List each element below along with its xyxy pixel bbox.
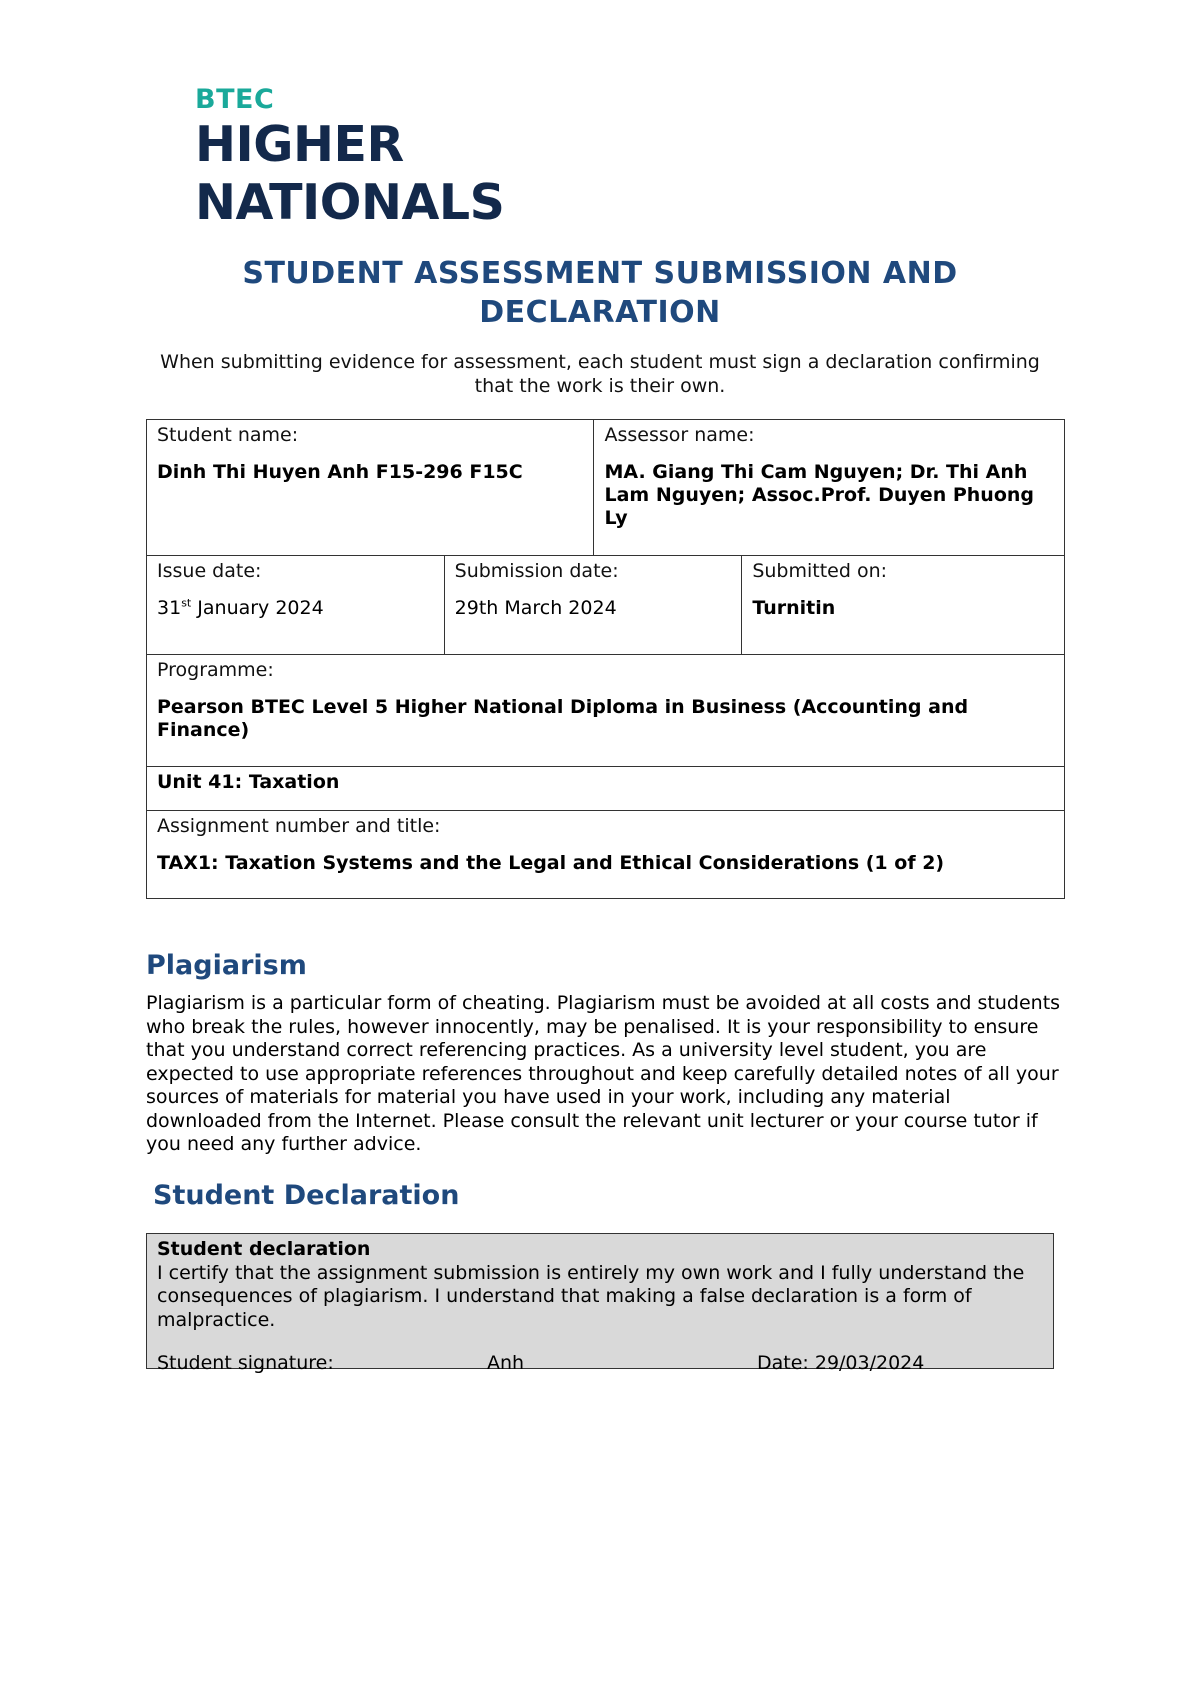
intro-text: When submitting evidence for assessment, each student must sign a declaration confirming that the work is their own. (160, 351, 1040, 397)
submitted-on-cell (742, 556, 1065, 655)
programme-value: Pearson BTEC Level 5 Higher National Diploma in Business (Accounting and Finance) (157, 696, 969, 741)
programme-cell (147, 655, 1065, 767)
student-name-label: Student name: (157, 424, 299, 446)
declaration-text: I certify that the assignment submission is entirely my own work and I fully understand the consequences of plagiarism. I understand that making a false declaration is a form of malpractice. (157, 1261, 1025, 1331)
submission-date-cell (444, 556, 742, 655)
assignment-label: Assignment number and title: (157, 815, 441, 837)
issue-date-value: 31st January 2024 (157, 596, 324, 619)
assessor-name-value: MA. Giang Thi Cam Nguyen; Dr. Thi Anh Lam Nguyen; Assoc.Prof. Duyen Phuong Ly (604, 461, 1034, 529)
student-name-cell (147, 420, 594, 556)
unit-value: Unit 41: Taxation (157, 771, 340, 793)
declaration-date: Date: 29/03/2024 (757, 1352, 925, 1374)
btec-logo (195, 84, 504, 232)
logo-nationals: NATIONALS (195, 174, 505, 231)
signature-label: Student signature: (157, 1352, 334, 1374)
assessor-name-cell (594, 420, 1065, 556)
declaration-box-title: Student declaration (157, 1238, 371, 1260)
submission-date-label: Submission date: (454, 560, 619, 582)
plagiarism-heading: Plagiarism (146, 950, 307, 981)
declaration-heading: Student Declaration (153, 1180, 460, 1211)
submission-date-value: 29th March 2024 (454, 597, 617, 619)
student-name-value: Dinh Thi Huyen Anh F15-296 F15C (157, 461, 523, 483)
plagiarism-text: Plagiarism is a particular form of cheating. Plagiarism must be avoided at all costs and students who break the rules, however innocently, may be penalised. It is your responsibility to ensure that you understand correct referencing practices. As a university level student, you are expected to use appropriate references throughout and keep carefully detailed notes of all your sources of materials for material you have used in your work, including any material downloaded from the Internet. Please consult the relevant unit lecturer or your course tutor if you need any further advice. (146, 992, 1061, 1155)
assignment-value: TAX1: Taxation Systems and the Legal and Ethical Considerations (1 of 2) (157, 852, 945, 874)
unit-cell (147, 767, 1065, 811)
page-title: STUDENT ASSESSMENT SUBMISSION AND DECLARATION (242, 256, 958, 330)
assessor-name-label: Assessor name: (604, 424, 755, 446)
assignment-cell (147, 811, 1065, 899)
submitted-on-value: Turnitin (752, 597, 836, 619)
info-table (146, 419, 1065, 899)
declaration-box (146, 1233, 1054, 1374)
issue-date-cell (147, 556, 445, 655)
logo-btec: BTEC (195, 84, 275, 115)
submitted-on-label: Submitted on: (752, 560, 888, 582)
signature-value: Anh (487, 1352, 525, 1374)
logo-higher: HIGHER (195, 116, 404, 173)
issue-date-label: Issue date: (157, 560, 262, 582)
programme-label: Programme: (157, 659, 274, 681)
